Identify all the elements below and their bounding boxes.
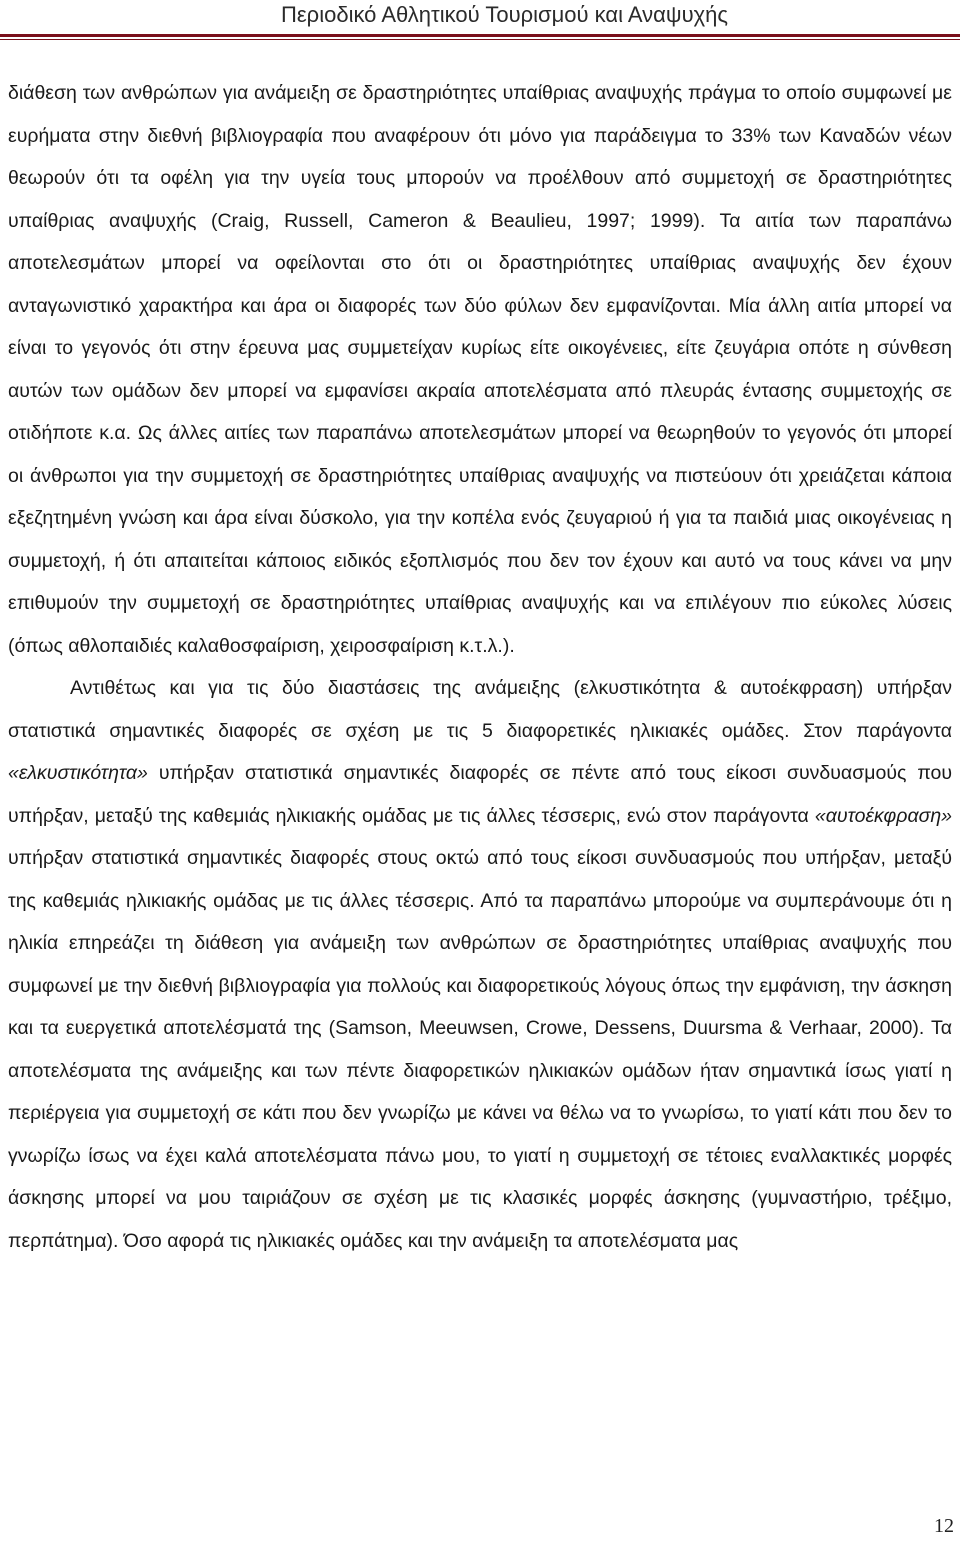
page-number: 12 [934, 1515, 954, 1537]
paragraph-2-text-a: Αντιθέτως και για τις δύο διαστάσεις της ανάμειξης (ελκυστικότητα & αυτοέκφραση) υπήρξαν στατιστικά σημαντικές διαφορές σε σχέση με τις 5 διαφορετικές ηλικιακές ομάδες. Στον παράγοντα [8, 677, 952, 742]
paragraph-1 [8, 72, 952, 667]
running-header-title: Περιοδικό Αθλητικού Τουρισμού και Αναψυχής [280, 2, 728, 27]
paragraph-1-text: διάθεση των ανθρώπων για ανάμειξη σε δραστηριότητες υπαίθριας αναψυχής πράγμα το οποίο συμφωνεί με ευρήματα στην διεθνή βιβλιογραφία που αναφέρουν ότι μόνο για παράδειγμα το 33% των Καναδών νέων θεωρούν ότι τα οφέλη για την υγεία τους μπορούν να προέλθουν από συμμετοχή σε δραστηριότητες υπαίθριας αναψυχής (Craig, Russell, Cameron & Beaulieu, 1997; 1999). Τα αιτία των παραπάνω αποτελεσμάτων μπορεί να οφείλονται στο ότι οι δραστηριότητες υπαίθριας αναψυχής δεν έχουν ανταγωνιστικό χαρακτήρα και άρα οι διαφορές των δύο φύλων δεν εμφανίζονται. Μία άλλη αιτία μπορεί να είναι το γεγονός ότι στην έρευνα μας συμμετείχαν κυρίως είτε οικογένειες, είτε ζευγάρια οπότε η σύνθεση αυτών των ομάδων δεν μπορεί να εμφανίσει ακραία αποτελέσματα από πλευράς έντασης συμμετοχής σε οτιδήποτε κ.α. Ως άλλες αιτίες των παραπάνω αποτελεσμάτων μπορεί να θεωρηθούν το γεγονός ότι μπορεί οι άνθρωποι για την συμμετοχή σε δραστηριότητες υπαίθριας αναψυχής να πιστεύουν ότι χρειάζεται κάποια εξεζητημένη γνώση και άρα είναι δύσκολο, για την κοπέλα ενός ζευγαριού ή για τα παιδιά μιας οικογένειας η συμμετοχή, ή ότι απαιτείται κάποιος ειδικός εξοπλισμός που δεν τον έχουν και αυτό να τους κάνει να μην επιθυμούν την συμμετοχή σε δραστηριότητες υπαίθριας αναψυχής και να επιλέγουν πιο εύκολες λύσεις (όπως αθλοπαιδιές καλαθοσφαίριση, χειροσφαίριση κ.τ.λ.). [8, 82, 952, 657]
paragraph-2-text-c: υπήρξαν στατιστικά σημαντικές διαφορές στους οκτώ από τους είκοσι συνδυασμούς που υπήρξαν, μεταξύ της καθεμιάς ηλικιακής ομάδας με τις άλλες τέσσερις. Από τα παραπάνω μπορούμε να συμπεράνουμε ότι η ηλικία επηρεάζει τη διάθεση για ανάμειξη των ανθρώπων σε δραστηριότητες υπαίθριας αναψυχής που συμφωνεί με την διεθνή βιβλιογραφία για πολλούς και διαφορετικούς λόγους όπως την εμφάνιση, την άσκηση και τα ευεργετικά αποτελέσματά της (Samson, Meeuwsen, Crowe, Dessens, Duursma & Verhaar, 2000). Τα αποτελέσματα της ανάμειξης και των πέντε διαφορετικών ηλικιακών ομάδων ήταν σημαντικά ίσως γιατί η περιέργεια για συμμετοχή σε κάτι που δεν γνωρίζω με κάνει να θέλω να το γνωρίσω, το γιατί κάτι που δεν το γνωρίζω ίσως να έχει καλά αποτελέσματα πάνω μου, το γιατί η συμμετοχή σε τέτοιες εναλλακτικές μορφές άσκησης μπορεί να μου ταιριάζουν σε σχέση με τις κλασικές μορφές άσκησης (γυμναστήριο, τρέξιμο, περπάτημα). Όσο αφορά τις ηλικιακές ομάδες και την ανάμειξη τα αποτελέσματα μας [8, 847, 952, 1252]
body-text [8, 72, 952, 1262]
term-autoekfrasi: «αυτοέκφραση» [814, 804, 952, 827]
header-rule-thick [0, 34, 960, 37]
paragraph-2-text-b: υπήρξαν στατιστικά σημαντικές διαφορές σε πέντε από τους είκοσι συνδυασμούς που υπήρξαν, μεταξύ της καθεμιάς ηλικιακής ομάδας με τις άλλες τέσσερις, ενώ στον παράγοντα [8, 762, 952, 827]
term-elkystikotita: «ελκυστικότητα» [8, 762, 148, 784]
paragraph-2 [8, 667, 952, 1262]
header-rule-thin [0, 39, 960, 40]
